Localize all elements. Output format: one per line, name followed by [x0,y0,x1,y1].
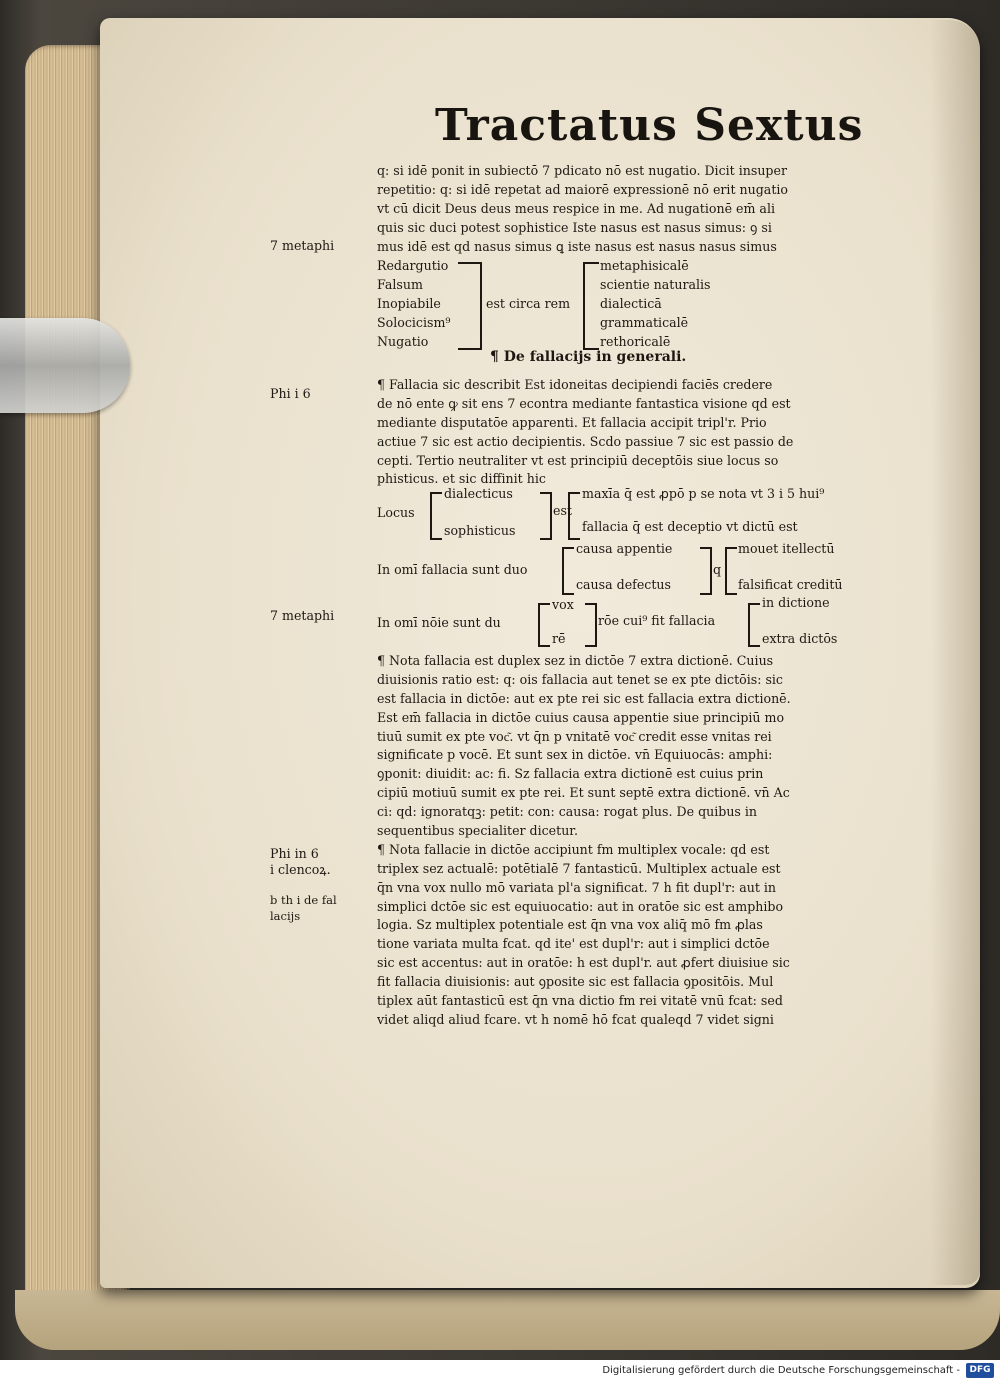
text-line: mediante disputatōe apparenti. Et fallacia accipit tripl'r. Prio [377,414,767,430]
ends-left-item: Redargutio [377,258,449,273]
left-bracket [538,603,550,647]
text-line: ¶ Fallacia sic describit Est idoneitas decipiendi faciēs credere [377,377,773,392]
locus-definition: fallacia q̄ est deceptio vt dictū est [582,519,798,534]
locus-option: sophisticus [444,523,516,538]
ends-right-item: rethoricalē [600,333,671,349]
vox-top: vox [552,597,574,612]
ends-left-item: Solocicism⁹ [377,314,451,330]
ends-right-item: dialecticā [600,295,662,311]
text-line: actiue 7 sic est actio decipientis. Scdo passiue 7 sic est passio de [377,433,794,449]
marginal-note-line: b th i de fal [270,893,337,907]
marginal-note [270,846,331,878]
ends-left-item: Nugatio [377,333,429,349]
right-bracket [700,547,712,595]
text-line: logia. Sz multiplex potentiale est q̄n vna vox aliq̄ mō fm ꝓlas [377,917,763,933]
text-line: ꝯponit: diuidit: ac: fi. Sz fallacia extra dictionē est cuius prin [377,766,764,782]
causa-option: causa defectus [576,577,671,592]
text-line: q: si idē ponit in subiectō 7 pdicato nō est nugatio. Dicit insuper [377,163,787,178]
text-line: ci: qd: ignoratqꝫ: petit: con: causa: rogat plus. De quibus in [377,804,758,820]
marginal-note-line: lacijs [270,909,301,923]
text-line: tione variata multa fcat. qd ite' est dupl'r: aut i simplici dctōe [377,936,770,952]
left-bracket [562,547,574,595]
text-line: sic est accentus: aut in oratōe: h est dupl'r. aut ꝓfert diuisiue sic [377,955,790,971]
text-line: tiuū sumit ex pte voc͂. vt q̄n p vnitatē voc͂ credit esse vnitas rei [377,728,772,744]
text-line: triplex sez actualē: potētialē 7 fantasticū. Multiplex actuale est [377,860,781,876]
marginal-note-line: i clencoꝝ. [270,862,331,877]
text-line: videt aliqd aliud fcare. vt h nomē hō fcat qualeqd 7 videt signi [377,1011,774,1027]
ends-right-item: metaphisicalē [600,258,689,273]
text-line: repetitio: q: si idē repetat ad maiorē expressionē nō erit nugatio [377,181,788,197]
page-clip [0,318,130,413]
text-line: simplici dctōe sic est equiuocatio: aut in oratōe sic est amphibo [377,898,784,914]
text-line: Est em̄ fallacia in dictōe cuius causa appentie siue principiū mo [377,709,785,725]
marginal-note-line: Phi in 6 [270,846,319,861]
ends-left-item: Inopiabile [377,295,441,311]
text-line: de nō ente ꝙ sit ens 7 econtra mediante fantastica visione qd est [377,395,791,411]
left-bracket [430,492,442,540]
marginal-note: 7 metaphi [270,238,335,253]
right-bracket [540,492,552,540]
text-line: fit fallacia diuisionis: aut ꝯposite sic est fallacia ꝯpositōis. Mul [377,974,774,990]
text-line: diuisionis ratio est: q: ois fallacia aut tenet se ex pte dictōis: sic [377,671,783,687]
ends-center-label: est circa rem [486,296,571,311]
page-fold-shadow [930,20,980,1285]
text-block-3 [377,652,857,1030]
left-bracket [748,603,760,647]
text-line: sequentibus specialiter dicetur. [377,823,578,839]
running-title: Tractatus Sextus [435,100,864,151]
marginal-note: 7 metaphi [270,608,335,623]
vox-mid: rōe cui⁹ fit fallacia [598,613,716,628]
text-line: est fallacia in dictōe: aut ex pte rei sic est fallacia extra dictionē. [377,690,791,706]
text-line: phisticus. et sic diffinit hic [377,471,546,487]
text-line: vt cū dicit Deus deus meus respice in me. Ad nugationē em̄ ali [377,200,776,216]
right-bracket [458,262,482,350]
causa-option: causa appentie [576,541,673,556]
vox-bottom: rē̄ [552,631,566,646]
text-line: cipiū motiuū sumit ex pte rei. Et sunt septē extra dictionē. vn̄ Ac [377,785,790,801]
ends-right-item: grammaticalē [600,314,689,330]
text-line: q̄n vna vox nullo mō variata pl'a significat. 7 h fit dupl'r: aut in [377,879,777,895]
locus-est: est [553,503,572,518]
text-line: mus idē est qd nasus simus ꝗ iste nasus est nasus nasus simus [377,238,777,254]
vox-option: in dictione [762,595,830,610]
book-cover [15,1290,1000,1350]
text-line: cepti. Tertio neutraliter vt est principiū deceptōis siue locus so [377,452,779,468]
causa-result: falsificat creditū [738,577,843,592]
causa-q: q [713,562,722,577]
ends-right-item: scientie naturalis [600,276,711,292]
text-block-2 [377,376,857,489]
marginal-note [270,892,337,924]
marginal-note: Phi i 6 [270,386,311,401]
causa-result: mouet itellectū [738,541,835,556]
right-bracket [585,603,597,647]
dfg-logo: DFG [966,1363,994,1378]
text-line: ¶ Nota fallacie in dictōe accipiunt fm multiplex vocale: qd est [377,841,770,857]
text-line: tiplex aūt fantasticū est q̄n vna dictio fm rei vitatē vnū fcat: sed [377,993,783,1009]
locus-definition: maxīa q̄ est ꝓpō p se nota vt 3 i 5 hui⁹ [582,486,825,501]
left-bracket [568,492,580,540]
ends-right-column [600,257,760,351]
text-line: quis sic duci potest sophistice Iste nasus est nasus simus: ꝯ si [377,219,772,235]
vox-intro: In omī nōie sunt du [377,615,501,630]
locus-option: dialecticus [444,486,513,501]
text-line: ¶ Nota fallacia est duplex sez in dictōe 7 extra dictionē. Cuius [377,653,774,668]
funding-credit: Digitalisierung gefördert durch die Deutsche Forschungsgemeinschaft - [602,1365,960,1376]
locus-word: Locus [377,505,415,520]
vox-option: extra dictōs [762,631,838,646]
section-heading: ¶ De fallacijs in generali. [490,349,687,365]
text-block-1 [377,162,857,256]
text-line: significate p vocē. Et sunt sex in dictōe. vn̄ Equiuocās: amphi: [377,747,773,763]
digitization-footer [0,1360,1000,1382]
left-bracket [725,547,737,595]
left-bracket [583,262,599,350]
ends-left-item: Falsum [377,276,423,292]
causa-intro: In omī fallacia sunt duo [377,562,527,577]
